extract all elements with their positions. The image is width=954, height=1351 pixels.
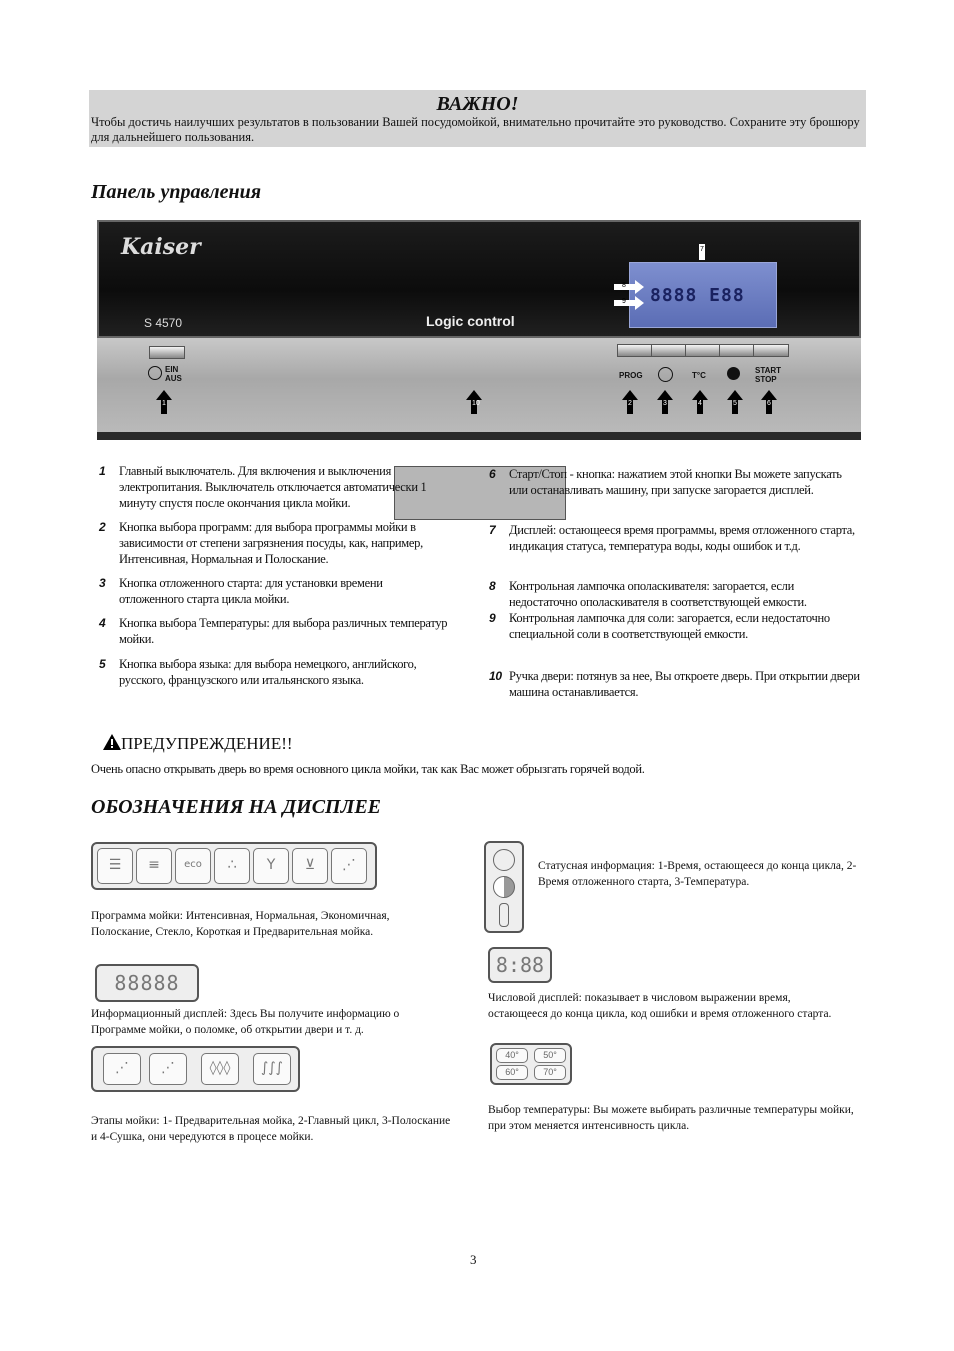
arrow-label-4: 4 — [698, 400, 702, 407]
legend-item-1: 1 Главный выключатель. Для включения и выключения электропитания. Выключатель отключается автоматически 1 минуту спустя после окончания цикла мойки. — [99, 464, 427, 510]
lcd-digits: 8888 E88 — [650, 285, 745, 306]
status-icons-strip — [484, 841, 524, 933]
arrow-label-10: 10 — [472, 400, 480, 407]
temperature-icon — [499, 903, 509, 927]
temp-caption: Выбор температуры: Вы можете выбирать различные температуры мойки, при этом меняется интенсивность цикла. — [488, 1104, 854, 1132]
display-arrow-label-9: 9 — [622, 298, 626, 305]
dry-stage-icon: ∫∫∫ — [253, 1053, 291, 1085]
info-display-digits: 88888 — [114, 971, 180, 995]
glass-program-icon: Y — [253, 848, 289, 884]
arrow-label-5: 5 — [733, 400, 737, 407]
logic-control-label: Logic control — [426, 313, 515, 329]
prog-label: PROG — [619, 371, 643, 380]
model-label: S 4570 — [144, 316, 183, 330]
important-text: Чтобы достичь наилучших результатов в пользовании Вашей посудомойкой, внимательно прочитайте это руководство. Сохраните эту брошюру для дальнейшего пользования. — [91, 115, 860, 144]
power-icon — [148, 366, 162, 380]
status-caption: Статусная информация: 1-Время, остающееся до конца цикла, 2-Время отложенного старта, 3-Температура. — [538, 860, 857, 888]
temp-40-option: 40° — [496, 1048, 528, 1063]
start-stop-button — [753, 344, 789, 357]
warning-icon — [103, 734, 121, 750]
numeric-display-digits: 8:88 — [495, 953, 545, 977]
prog-button — [617, 344, 653, 357]
temperature-select-graphic — [490, 1043, 572, 1085]
arrow-label-2: 2 — [628, 400, 632, 407]
temp-50-option: 50° — [534, 1048, 566, 1063]
legend-item-5: 5 Кнопка выбора языка: для выбора немецкого, английского, русского, французского или итальянского языка. — [99, 657, 417, 687]
display-arrow-label-8: 8 — [622, 282, 626, 289]
legend-item-7: 7 Дисплей: остающееся время программы, время отложенного старта, индикация статуса, температура воды, коды ошибок и т.д. — [489, 523, 855, 553]
main-wash-stage-icon: ⋰ — [149, 1053, 187, 1085]
clock-icon — [658, 367, 673, 382]
temp-60-option: 60° — [496, 1065, 528, 1080]
prewash-program-icon: ⋰ — [331, 848, 367, 884]
numeric-display-graphic — [488, 947, 552, 983]
info-caption: Информационный дисплей: Здесь Вы получите информацию о Программе мойки, о поломке, об открытии двери и т. д. — [91, 1008, 400, 1036]
warning-title: ПРЕДУПРЕЖДЕНИЕ!! — [121, 734, 293, 753]
panel-base — [97, 432, 861, 440]
legend-item-10: 10 Ручка двери: потянув за нее, Вы откроете дверь. При открытии двери машина останавливается. — [489, 669, 860, 699]
warning-heading — [103, 734, 293, 754]
warning-text: Очень опасно открывать дверь во время основного цикла мойки, так как Вас может обрызгать горячей водой. — [91, 762, 645, 776]
page-number: 3 — [470, 1252, 477, 1267]
delay-button — [651, 344, 687, 357]
arrow-label-6: 6 — [767, 400, 771, 407]
panel-bottom-strip — [97, 338, 861, 440]
stages-caption: Этапы мойки: 1- Предварительная мойка, 2-Главный цикл, 3-Полоскание и 4-Сушка, они чередуются в процесе мойки. — [91, 1115, 451, 1143]
temp-70-option: 70° — [534, 1065, 566, 1080]
legend-item-9: 9 Контрольная лампочка для соли: загорается, если недостаточно специальной соли в соответствующей емкости. — [489, 611, 830, 641]
legend-item-2: 2 Кнопка выбора программ: для выбора программы мойки в зависимости от степени загрязнения посуды, как, например, Интенсивная, Нормальная и Полоскание. — [99, 520, 423, 566]
normal-program-icon: ≡ — [136, 848, 172, 884]
panel-top-strip — [97, 220, 861, 338]
rinse-stage-icon: ◊◊◊ — [201, 1053, 239, 1085]
important-title: ВАЖНО! — [436, 93, 519, 115]
wash-stages-strip — [91, 1046, 300, 1092]
time-remaining-icon — [493, 849, 515, 871]
program-icons-strip — [91, 842, 377, 890]
legend-item-4: 4 Кнопка выбора Температуры: для выбора различных температур мойки. — [99, 616, 448, 646]
program-caption: Программа мойки: Интенсивная, Нормальная, Экономичная, Полоскание, Стекло, Короткая и Предварительная мойка. — [91, 910, 390, 938]
legend-item-3: 3 Кнопка отложенного старта: для установки времени отложенного старта цикла мойки. — [99, 576, 383, 606]
power-button — [149, 346, 185, 359]
delay-start-icon — [493, 876, 515, 898]
important-notice — [89, 90, 866, 147]
arrow-label-3: 3 — [663, 400, 667, 407]
display-section-title: ОБОЗНАЧЕНИЯ НА ДИСПЛЕЕ — [91, 796, 382, 818]
arrow-label-1: 1 — [162, 400, 166, 407]
legend-item-6: 6 Старт/Стоп - кнопка: нажатием этой кнопки Вы можете запускать или останавливать машину, при запуске загорается дисплей. — [489, 467, 842, 497]
intensive-program-icon: ☰ — [97, 848, 133, 884]
prewash-stage-icon: ⋰ — [103, 1053, 141, 1085]
rinse-program-icon: ∴ — [214, 848, 250, 884]
temp-label: T°C — [692, 371, 706, 380]
globe-icon — [727, 367, 740, 380]
panel-section-title: Панель управления — [91, 181, 262, 203]
temp-button — [685, 344, 721, 357]
language-button — [719, 344, 755, 357]
info-display-graphic — [95, 964, 199, 1002]
control-panel-image — [97, 220, 861, 440]
quick-program-icon: ⊻ — [292, 848, 328, 884]
eco-program-icon: eco — [175, 848, 211, 884]
numeric-caption: Числовой дисплей: показывает в числовом выражении время, остающееся до конца цикла, код ошибки и время отложенного старта. — [488, 992, 832, 1020]
panel-lcd-display — [629, 262, 777, 328]
start-stop-label: START STOP — [755, 366, 782, 384]
brand-logo: Kaiser — [121, 234, 201, 260]
legend-item-8: 8 Контрольная лампочка ополаскивателя: загорается, если недостаточно ополаскивателя в соответствующей емкости. — [489, 579, 807, 609]
display-arrow-label-7: 7 — [700, 246, 704, 253]
power-label: EIN AUS — [165, 365, 182, 383]
